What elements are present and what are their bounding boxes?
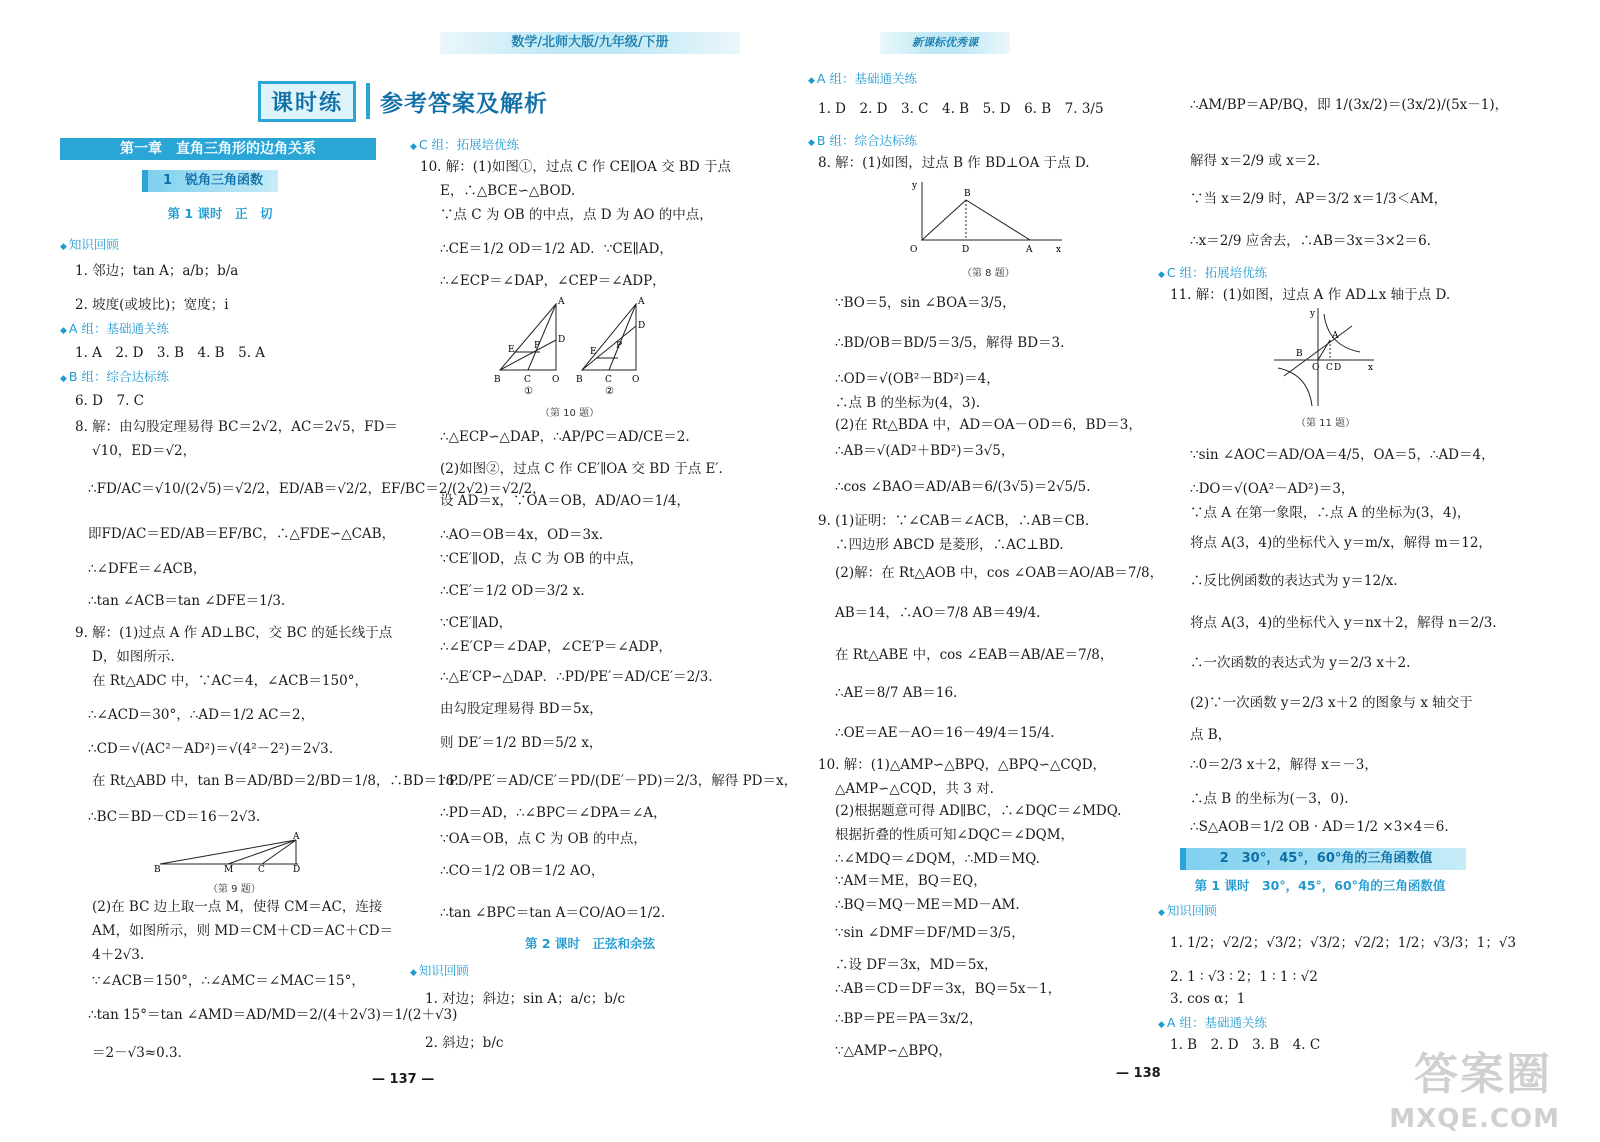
answer-line: ∵点 C 为 OB 的中点，点 D 为 AO 的中点，: [440, 207, 713, 223]
svg-text:E: E: [590, 347, 597, 357]
answer-line: ∴∠DFE＝∠ACB，: [88, 561, 207, 577]
answer-line: ＝2－√3≈0.3.: [92, 1045, 182, 1061]
header-left: 数学/北师大版/九年级/下册: [440, 32, 740, 54]
section-label: ◆ B 组：综合达标练: [60, 368, 169, 388]
answer-line: ∴AE＝8/7 AB＝16.: [835, 685, 958, 701]
answer-line: ∴S△AOB＝1/2 OB · AD＝1/2 ×3×4＝6.: [1190, 819, 1449, 835]
svg-text:D: D: [1334, 363, 1342, 373]
answer-line: 3. cos α；1: [1170, 991, 1246, 1007]
answer-line: 根据折叠的性质可知∠DQC＝∠DQM，: [835, 827, 1075, 843]
answer-line: ∵△AMP∽△BPQ，: [835, 1043, 952, 1059]
page-number-left: — 137 —: [372, 1072, 435, 1087]
answer-line: ∴∠ECP＝∠DAP，∠CEP＝∠ADP，: [440, 273, 666, 289]
answer-line: (2)根据题意可得 AD∥BC，∴∠DQC＝∠MDQ.: [835, 803, 1122, 819]
svg-text:O: O: [910, 245, 918, 255]
svg-text:P: P: [534, 341, 541, 351]
lesson-heading-3: 第 1 课时 30°，45°，60°角的三角函数值: [1194, 878, 1446, 893]
answer-line: 将点 A(3，4)的坐标代入 y＝nx＋2，解得 n＝2/3.: [1190, 615, 1497, 631]
svg-text:A: A: [1332, 331, 1339, 341]
answer-line: ∴FD/AC＝√10/(2√5)＝√2/2，ED/AB＝√2/2，EF/BC＝2/(2√2)＝√2/2，: [88, 481, 546, 497]
answer-line: ∴BP＝PE＝PA＝3x/2，: [835, 1011, 983, 1027]
answer-line: 由勾股定理易得 BD＝5x，: [440, 701, 603, 717]
lesson-heading-1: 第 1 课时 正 切: [167, 206, 273, 221]
answer-line: ∴0＝2/3 x＋2，解得 x＝－3，: [1190, 757, 1378, 773]
chapter-bar: 第一章 直角三角形的边角关系: [60, 138, 376, 160]
answer-line: ∴BD/OB＝BD/5＝3/5，解得 BD＝3.: [835, 335, 1065, 351]
answer-line: AM，如图所示，则 MD＝CM＋CD＝AC＋CD＝: [92, 923, 394, 939]
figure-10: [490, 296, 660, 400]
answer-line: (2)在 BC 边上取一点 M，使得 CM＝AC，连接: [92, 899, 383, 915]
answer-line: ∴OD＝√(OB²－BD²)＝4，: [835, 371, 1000, 387]
answer-line: ∴点 B 的坐标为(－3，0).: [1190, 791, 1349, 807]
svg-text:C: C: [524, 375, 531, 385]
answer-line: (2)解：在 Rt△AOB 中，cos ∠OAB＝AO/AB＝7/8，: [835, 565, 1164, 581]
answer-line: ∵∠ACB＝150°，∴∠AMC＝∠MAC＝15°，: [92, 973, 365, 989]
figure-11-caption: （第 11 题）: [1296, 418, 1356, 429]
answer-line: 2. 坡度(或坡比)；宽度；i: [75, 297, 229, 313]
answer-line: ∴∠MDQ＝∠DQM，∴MD＝MQ.: [835, 851, 1040, 867]
title-text: 参考答案及解析: [380, 90, 549, 117]
figure-10-caption: （第 10 题）: [540, 408, 600, 419]
answer-line: 1. B 2. D 3. B 4. C: [1170, 1037, 1321, 1053]
section-label: ◆ A 组：基础通关练: [1158, 1014, 1267, 1034]
answer-line: 9. 解：(1)过点 A 作 AD⊥BC，交 BC 的延长线于点: [75, 625, 393, 641]
answer-line: 在 Rt△ADC 中，∵AC＝4，∠ACB＝150°，: [92, 673, 368, 689]
answer-line: ∴设 DF＝3x，MD＝5x，: [835, 957, 998, 973]
answer-line: 2. 1 ∶ √3 ∶ 2；1 ∶ 1 ∶ √2: [1170, 969, 1318, 985]
svg-text:B: B: [576, 375, 583, 385]
figure-9-caption: （第 9 题）: [208, 884, 261, 895]
answer-line: ∴CE＝1/2 OD＝1/2 AD．∵CE∥AD，: [440, 241, 673, 257]
answer-line: 1. D 2. D 3. C 4. B 5. D 6. B 7. 3/5: [818, 101, 1104, 117]
section-label: ◆ 知识回顾: [60, 236, 119, 256]
answer-line: 10. 解：(1)△AMP∽△BPQ，△BPQ∽△CQD，: [818, 757, 1107, 773]
answer-line: ∵CE′∥OD，点 C 为 OB 的中点，: [440, 551, 643, 567]
answer-line: D，如图所示.: [92, 649, 175, 665]
answer-line: 4＋2√3.: [92, 947, 145, 963]
answer-line: (2)∵一次函数 y＝2/3 x＋2 的图象与 x 轴交于: [1190, 695, 1473, 711]
section-label: ◆ 知识回顾: [410, 962, 469, 982]
answer-line: 9. (1)证明：∵∠CAB＝∠ACB，∴AB＝CB.: [818, 513, 1090, 529]
answer-line: ∴BC＝BD－CD＝16－2√3.: [88, 809, 261, 825]
answer-line: ∴x＝2/9 应舍去，∴AB＝3x＝3×2＝6.: [1190, 233, 1431, 249]
svg-text:x: x: [1368, 363, 1374, 373]
answer-line: 设 AD＝x，∵OA＝OB，AD/AO＝1/4，: [440, 493, 690, 509]
answer-line: ∴PD＝AD，∴∠BPC＝∠DPA＝∠A，: [440, 805, 667, 821]
answer-line: ∵OA＝OB，点 C 为 OB 的中点，: [440, 831, 647, 847]
answer-line: 1. A 2. D 3. B 4. B 5. A: [75, 345, 266, 361]
answer-line: 即FD/AC＝ED/AB＝EF/BC，∴△FDE∽△CAB，: [88, 526, 396, 542]
answer-line: ∵sin ∠DMF＝DF/MD＝3/5，: [835, 925, 1025, 941]
svg-text:M: M: [224, 865, 234, 872]
watermark-logo: 答案圈: [1414, 1049, 1552, 1100]
answer-line: ∴CO＝1/2 OB＝1/2 AO，: [440, 863, 605, 879]
answer-line: 1. 对边；斜边；sin A；a/c；b/c: [425, 991, 626, 1007]
answer-line: ∴CE′＝1/2 OD＝3/2 x.: [440, 583, 585, 599]
answer-line: 在 Rt△ABD 中，tan B＝AD/BD＝2/BD＝1/8，∴BD＝16.: [92, 773, 459, 789]
answer-line: ∴∠ACD＝30°，∴AD＝1/2 AC＝2，: [88, 707, 315, 723]
header-right: 新课标优秀课: [880, 32, 1010, 54]
answer-line: 1. 1/2；√2/2；√3/2；√3/2；√2/2；1/2；√3/3；1；√3: [1170, 935, 1517, 951]
svg-text:B: B: [494, 375, 501, 385]
page-title: [258, 80, 548, 122]
svg-text:B: B: [1296, 349, 1303, 359]
answer-line: 8. 解：由勾股定理易得 BC＝2√2，AC＝2√5，FD＝: [75, 419, 398, 435]
answer-line: 6. D 7. C: [75, 393, 144, 409]
answer-line: (2)在 Rt△BDA 中，AD＝OA－OD＝6，BD＝3，: [835, 417, 1142, 433]
answer-line: ∵CE′∥AD，: [440, 615, 513, 631]
answer-line: ∴tan ∠BPC＝tan A＝CO/AO＝1/2.: [440, 905, 666, 921]
answer-line: ∴△E′CP∽△DAP．∴PD/PE′＝AD/CE′＝2/3.: [440, 669, 713, 685]
answer-line: 8. 解：(1)如图，过点 B 作 BD⊥OA 于点 D.: [818, 155, 1090, 171]
svg-text:E: E: [508, 345, 515, 355]
answer-line: ∴BQ＝MQ－ME＝MD－AM.: [835, 897, 1020, 913]
answer-line: 2. 斜边；b/c: [425, 1035, 504, 1051]
answer-line: ∴AB＝√(AD²＋BD²)＝3√5，: [835, 443, 1015, 459]
answer-line: E，∴△BCE∽△BOD.: [440, 183, 576, 199]
figure-11: [1270, 306, 1380, 408]
answer-line: 点 B，: [1190, 727, 1232, 743]
svg-text:O: O: [1312, 363, 1320, 373]
svg-text:D: D: [638, 321, 646, 331]
answer-line: ∴一次函数的表达式为 y＝2/3 x＋2.: [1190, 655, 1411, 671]
svg-text:D: D: [558, 335, 566, 345]
answer-line: ∴cos ∠BAO＝AD/AB＝6/(3√5)＝2√5/5.: [835, 479, 1091, 495]
answer-line: 11. 解：(1)如图，过点 A 作 AD⊥x 轴于点 D.: [1170, 287, 1451, 303]
answer-line: 将点 A(3，4)的坐标代入 y＝m/x，解得 m＝12，: [1190, 535, 1492, 551]
answer-line: √10，ED＝√2，: [92, 443, 197, 459]
answer-line: 解得 x＝2/9 或 x＝2.: [1190, 153, 1321, 169]
answer-line: ∴反比例函数的表达式为 y＝12/x.: [1190, 573, 1398, 589]
title-separator: [366, 83, 370, 119]
section-label: ◆ C 组：拓展培优练: [1158, 264, 1267, 284]
section-label: ◆ B 组：综合达标练: [808, 132, 917, 152]
svg-text:O: O: [632, 375, 640, 385]
answer-line: ∴tan ∠ACB＝tan ∠DFE＝1/3.: [88, 593, 286, 609]
svg-text:x: x: [1056, 245, 1062, 255]
answer-line: ∴OE＝AE－AO＝16－49/4＝15/4.: [835, 725, 1055, 741]
answer-line: 则 DE′＝1/2 BD＝5/2 x，: [440, 735, 603, 751]
answer-line: ∴AM/BP＝AP/BQ，即 1/(3x/2)＝(3x/2)/(5x－1)，: [1190, 97, 1509, 113]
answer-line: ∵AM＝ME，BQ＝EQ，: [835, 873, 987, 889]
section-label: ◆ 知识回顾: [1158, 902, 1217, 922]
section-label: ◆ A 组：基础通关练: [808, 70, 917, 90]
section-label: ◆ C 组：拓展培优练: [410, 136, 519, 156]
svg-text:A: A: [293, 832, 300, 842]
answer-line: 1. 邻边；tan A；a/b；b/a: [75, 263, 239, 279]
figure-9: [150, 832, 310, 872]
answer-line: ∴点 B 的坐标为(4，3).: [835, 395, 981, 411]
svg-text:C: C: [605, 375, 612, 385]
svg-text:P: P: [616, 341, 623, 351]
title-box: 课时练: [258, 81, 356, 122]
answer-line: ∴PD/PE′＝AD/CE′＝PD/(DE′－PD)＝2/3，解得 PD＝x，: [440, 773, 798, 789]
answer-line: △AMP∽△CQD，共 3 对.: [835, 781, 994, 797]
answer-line: AB＝14，∴AO＝7/8 AB＝49/4.: [835, 605, 1041, 621]
svg-text:C: C: [1326, 363, 1333, 373]
svg-text:A: A: [638, 297, 645, 307]
answer-line: ∴△ECP∽△DAP，∴AP/PC＝AD/CE＝2.: [440, 429, 690, 445]
section-heading-2: 2 30°，45°，60°角的三角函数值: [1180, 848, 1466, 870]
answer-line: ∴AO＝OB＝4x，OD＝3x.: [440, 527, 603, 543]
answer-line: (2)如图②，过点 C 作 CE′∥OA 交 BD 于点 E′.: [440, 461, 723, 477]
answer-line: ∴四边形 ABCD 是菱形，∴AC⊥BD.: [835, 537, 1064, 553]
answer-line: 10. 解：(1)如图①，过点 C 作 CE∥OA 交 BD 于点: [420, 159, 731, 175]
answer-line: ∵当 x＝2/9 时，AP＝3/2 x＝1/3＜AM，: [1190, 191, 1448, 207]
svg-text:y: y: [1310, 309, 1316, 319]
svg-text:C: C: [258, 865, 265, 872]
svg-text:A: A: [1026, 245, 1033, 255]
section-heading-1: 1 锐角三角函数: [142, 170, 278, 192]
svg-text:B: B: [964, 189, 971, 199]
page-number-right: — 138: [1116, 1066, 1161, 1081]
figure-10-sub-1: ①: [524, 386, 533, 397]
answer-line: ∴tan 15°＝tan ∠AMD＝AD/MD＝2/(4＋2√3)＝1/(2＋√3): [88, 1007, 458, 1023]
svg-text:D: D: [962, 245, 970, 255]
svg-text:A: A: [558, 297, 565, 307]
answer-line: ∴CD＝√(AC²－AD²)＝√(4²－2²)＝2√3.: [88, 741, 334, 757]
svg-text:O: O: [552, 375, 560, 385]
lesson-heading-2: 第 2 课时 正弦和余弦: [525, 936, 655, 951]
answer-line: ∴DO＝√(OA²－AD²)＝3，: [1190, 481, 1355, 497]
figure-8-caption: （第 8 题）: [962, 268, 1015, 279]
figure-10-sub-2: ②: [605, 386, 614, 397]
watermark-url: MXQE.COM: [1389, 1104, 1560, 1134]
answer-line: ∵sin ∠AOC＝AD/OA＝4/5，OA＝5，∴AD＝4，: [1190, 447, 1495, 463]
svg-text:D: D: [293, 865, 301, 872]
answer-line: 在 Rt△ABE 中，cos ∠EAB＝AB/AE＝7/8，: [835, 647, 1114, 663]
answer-line: ∵点 A 在第一象限，∴点 A 的坐标为(3，4)，: [1190, 505, 1471, 521]
svg-text:B: B: [154, 865, 161, 872]
answer-line: ∴∠E′CP＝∠DAP，∠CE′P＝∠ADP，: [440, 639, 672, 655]
section-label: ◆ A 组：基础通关练: [60, 320, 169, 340]
figure-8: [900, 178, 1070, 260]
answer-line: ∵BO＝5，sin ∠BOA＝3/5，: [835, 295, 1016, 311]
answer-line: ∴AB＝CD＝DF＝3x，BQ＝5x－1，: [835, 981, 1062, 997]
svg-text:y: y: [912, 181, 918, 191]
